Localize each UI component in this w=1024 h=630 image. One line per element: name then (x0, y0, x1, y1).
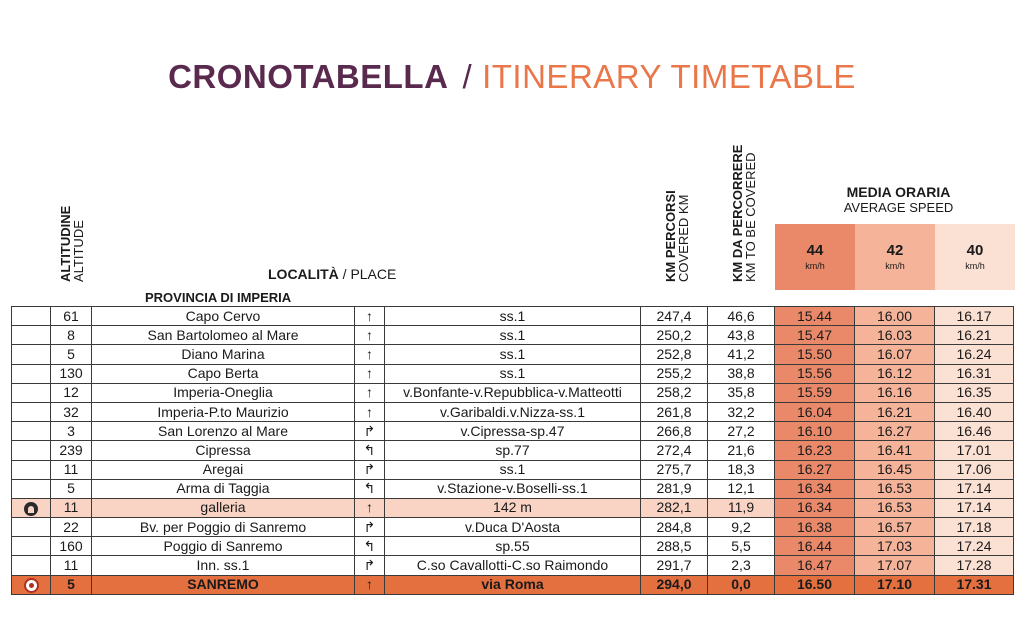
altitude-cell: 5 (51, 479, 92, 498)
time-42-cell: 16.03 (855, 326, 935, 345)
table-row (12, 441, 1014, 460)
altitude-header-en: ALTITUDE (71, 220, 86, 282)
km-to-cover-cell: 35,8 (708, 383, 775, 402)
direction-cell: ↱ (355, 518, 385, 537)
time-42-cell: 16.57 (855, 518, 935, 537)
direction-cell: ↰ (355, 479, 385, 498)
speed-column-header-44 (775, 224, 855, 290)
altitude-header (59, 206, 85, 282)
covered-km-cell: 272,4 (641, 441, 708, 460)
km-to-cover-cell: 27,2 (708, 422, 775, 441)
time-44-cell: 16.50 (775, 575, 855, 594)
time-44-cell: 16.10 (775, 422, 855, 441)
time-42-cell: 16.21 (855, 402, 935, 421)
time-40-cell: 17.24 (935, 537, 1014, 556)
time-44-cell: 15.50 (775, 345, 855, 364)
time-44-cell: 15.56 (775, 364, 855, 383)
title-separator: / (462, 58, 473, 95)
direction-cell: ↑ (355, 498, 385, 517)
covered-km-cell: 261,8 (641, 402, 708, 421)
table-row (12, 498, 1014, 517)
table-row (12, 326, 1014, 345)
time-44-cell: 16.47 (775, 556, 855, 575)
title-english: ITINERARY TIMETABLE (482, 58, 856, 95)
icon-cell (12, 498, 51, 517)
altitude-cell: 11 (51, 460, 92, 479)
icon-cell (12, 422, 51, 441)
altitude-cell: 11 (51, 556, 92, 575)
speed-value: 44 (806, 242, 824, 259)
place-cell: galleria (92, 498, 355, 517)
road-cell: v.Garibaldi.v.Nizza-ss.1 (385, 402, 641, 421)
km-to-cover-cell: 9,2 (708, 518, 775, 537)
tunnel-icon (24, 502, 38, 516)
covered-km-cell: 282,1 (641, 498, 708, 517)
covered-km-cell: 255,2 (641, 364, 708, 383)
direction-cell: ↱ (355, 422, 385, 441)
table-row (12, 518, 1014, 537)
time-42-cell: 16.53 (855, 498, 935, 517)
average-speed-header (773, 184, 1024, 216)
covered-km-cell: 258,2 (641, 383, 708, 402)
table-row (12, 422, 1014, 441)
place-header-it: LOCALITÀ (268, 266, 339, 282)
altitude-cell: 3 (51, 422, 92, 441)
direction-cell: ↰ (355, 537, 385, 556)
altitude-cell: 239 (51, 441, 92, 460)
altitude-cell: 8 (51, 326, 92, 345)
table-row (12, 460, 1014, 479)
place-cell: San Lorenzo al Mare (92, 422, 355, 441)
time-44-cell: 15.47 (775, 326, 855, 345)
icon-cell (12, 307, 51, 326)
province-label: PROVINCIA DI IMPERIA (145, 290, 292, 305)
time-40-cell: 16.46 (935, 422, 1014, 441)
road-cell: ss.1 (385, 326, 641, 345)
road-cell: sp.55 (385, 537, 641, 556)
altitude-header-it: ALTITUDINE (58, 205, 73, 282)
covered-km-cell: 284,8 (641, 518, 708, 537)
km-to-cover-header (731, 145, 757, 282)
km-to-cover-cell: 43,8 (708, 326, 775, 345)
direction-cell: ↱ (355, 556, 385, 575)
time-40-cell: 16.17 (935, 307, 1014, 326)
speed-value: 40 (966, 242, 984, 259)
altitude-cell: 11 (51, 498, 92, 517)
place-header-en: PLACE (350, 266, 397, 282)
altitude-cell: 61 (51, 307, 92, 326)
altitude-cell: 130 (51, 364, 92, 383)
time-44-cell: 16.23 (775, 441, 855, 460)
km-to-cover-cell: 11,9 (708, 498, 775, 517)
direction-cell: ↑ (355, 383, 385, 402)
time-40-cell: 16.24 (935, 345, 1014, 364)
finish-icon (24, 578, 39, 593)
road-cell: via Roma (385, 575, 641, 594)
altitude-cell: 5 (51, 575, 92, 594)
covered-km-cell: 294,0 (641, 575, 708, 594)
place-cell: Aregai (92, 460, 355, 479)
direction-cell: ↑ (355, 364, 385, 383)
time-40-cell: 17.18 (935, 518, 1014, 537)
time-44-cell: 15.59 (775, 383, 855, 402)
direction-cell: ↑ (355, 326, 385, 345)
table-row (12, 556, 1014, 575)
road-cell: ss.1 (385, 345, 641, 364)
time-44-cell: 16.34 (775, 498, 855, 517)
table-row (12, 345, 1014, 364)
km-to-cover-header-it: KM DA PERCORRERE (730, 144, 745, 282)
time-42-cell: 16.41 (855, 441, 935, 460)
speed-unit: km/h (805, 261, 825, 271)
covered-km-cell: 281,9 (641, 479, 708, 498)
place-cell: Bv. per Poggio di Sanremo (92, 518, 355, 537)
icon-cell (12, 479, 51, 498)
covered-km-header-it: KM PERCORSI (663, 190, 678, 282)
km-to-cover-header-en: KM TO BE COVERED (743, 152, 758, 282)
time-40-cell: 17.31 (935, 575, 1014, 594)
time-40-cell: 16.21 (935, 326, 1014, 345)
time-40-cell: 17.28 (935, 556, 1014, 575)
km-to-cover-cell: 21,6 (708, 441, 775, 460)
place-cell: Capo Cervo (92, 307, 355, 326)
place-cell: San Bartolomeo al Mare (92, 326, 355, 345)
road-cell: v.Stazione-v.Boselli-ss.1 (385, 479, 641, 498)
road-cell: 142 m (385, 498, 641, 517)
timetable (11, 306, 1014, 595)
direction-cell: ↰ (355, 441, 385, 460)
icon-cell (12, 518, 51, 537)
icon-cell (12, 575, 51, 594)
place-cell: Arma di Taggia (92, 479, 355, 498)
covered-km-header-en: COVERED KM (676, 194, 691, 282)
road-cell: C.so Cavallotti-C.so Raimondo (385, 556, 641, 575)
time-40-cell: 17.06 (935, 460, 1014, 479)
time-44-cell: 16.34 (775, 479, 855, 498)
timetable-body (12, 307, 1014, 595)
covered-km-cell: 247,4 (641, 307, 708, 326)
covered-km-cell: 252,8 (641, 345, 708, 364)
altitude-cell: 32 (51, 402, 92, 421)
time-40-cell: 17.01 (935, 441, 1014, 460)
icon-cell (12, 556, 51, 575)
km-to-cover-cell: 32,2 (708, 402, 775, 421)
km-to-cover-cell: 12,1 (708, 479, 775, 498)
table-row (12, 307, 1014, 326)
place-cell: Capo Berta (92, 364, 355, 383)
road-cell: ss.1 (385, 460, 641, 479)
icon-cell (12, 364, 51, 383)
place-cell: Imperia-P.to Maurizio (92, 402, 355, 421)
time-44-cell: 16.44 (775, 537, 855, 556)
place-cell: SANREMO (92, 575, 355, 594)
road-cell: sp.77 (385, 441, 641, 460)
time-42-cell: 17.07 (855, 556, 935, 575)
place-cell: Diano Marina (92, 345, 355, 364)
place-cell: Imperia-Oneglia (92, 383, 355, 402)
covered-km-header (664, 190, 690, 282)
icon-cell (12, 402, 51, 421)
place-cell: Poggio di Sanremo (92, 537, 355, 556)
speed-unit: km/h (965, 261, 985, 271)
covered-km-cell: 266,8 (641, 422, 708, 441)
direction-cell: ↑ (355, 575, 385, 594)
time-42-cell: 16.12 (855, 364, 935, 383)
table-row (12, 479, 1014, 498)
average-speed-header-en: AVERAGE SPEED (843, 200, 954, 215)
table-row (12, 537, 1014, 556)
place-cell: Cipressa (92, 441, 355, 460)
time-42-cell: 16.00 (855, 307, 935, 326)
icon-cell (12, 345, 51, 364)
average-speed-header-it: MEDIA ORARIA (846, 184, 951, 200)
covered-km-cell: 288,5 (641, 537, 708, 556)
table-row (12, 383, 1014, 402)
km-to-cover-cell: 41,2 (708, 345, 775, 364)
time-42-cell: 17.03 (855, 537, 935, 556)
road-cell: v.Cipressa-sp.47 (385, 422, 641, 441)
time-44-cell: 16.38 (775, 518, 855, 537)
place-header-sep: / (338, 266, 351, 282)
table-row (12, 575, 1014, 594)
km-to-cover-cell: 38,8 (708, 364, 775, 383)
time-42-cell: 16.53 (855, 479, 935, 498)
km-to-cover-cell: 2,3 (708, 556, 775, 575)
speed-column-header-40 (935, 224, 1015, 290)
altitude-cell: 160 (51, 537, 92, 556)
speed-column-header-42 (855, 224, 935, 290)
time-42-cell: 16.45 (855, 460, 935, 479)
table-row (12, 364, 1014, 383)
km-to-cover-cell: 5,5 (708, 537, 775, 556)
direction-cell: ↑ (355, 402, 385, 421)
icon-cell (12, 383, 51, 402)
time-44-cell: 16.27 (775, 460, 855, 479)
road-cell: v.Bonfante-v.Repubblica-v.Matteotti (385, 383, 641, 402)
covered-km-cell: 250,2 (641, 326, 708, 345)
direction-cell: ↱ (355, 460, 385, 479)
time-40-cell: 17.14 (935, 479, 1014, 498)
time-40-cell: 17.14 (935, 498, 1014, 517)
time-42-cell: 16.16 (855, 383, 935, 402)
covered-km-cell: 291,7 (641, 556, 708, 575)
time-40-cell: 16.40 (935, 402, 1014, 421)
km-to-cover-cell: 0,0 (708, 575, 775, 594)
time-42-cell: 16.07 (855, 345, 935, 364)
time-40-cell: 16.35 (935, 383, 1014, 402)
direction-cell: ↑ (355, 307, 385, 326)
altitude-cell: 22 (51, 518, 92, 537)
km-to-cover-cell: 46,6 (708, 307, 775, 326)
place-header (268, 266, 396, 282)
road-cell: ss.1 (385, 307, 641, 326)
table-row (12, 402, 1014, 421)
page-title (0, 58, 1024, 96)
speed-unit: km/h (885, 261, 905, 271)
icon-cell (12, 326, 51, 345)
road-cell: ss.1 (385, 364, 641, 383)
time-42-cell: 16.27 (855, 422, 935, 441)
altitude-cell: 12 (51, 383, 92, 402)
icon-cell (12, 537, 51, 556)
icon-cell (12, 441, 51, 460)
road-cell: v.Duca D'Aosta (385, 518, 641, 537)
covered-km-cell: 275,7 (641, 460, 708, 479)
time-42-cell: 17.10 (855, 575, 935, 594)
time-40-cell: 16.31 (935, 364, 1014, 383)
title-italian: CRONOTABELLA (168, 58, 449, 95)
place-cell: Inn. ss.1 (92, 556, 355, 575)
icon-cell (12, 460, 51, 479)
altitude-cell: 5 (51, 345, 92, 364)
speed-value: 42 (886, 242, 904, 259)
km-to-cover-cell: 18,3 (708, 460, 775, 479)
direction-cell: ↑ (355, 345, 385, 364)
time-44-cell: 16.04 (775, 402, 855, 421)
time-44-cell: 15.44 (775, 307, 855, 326)
